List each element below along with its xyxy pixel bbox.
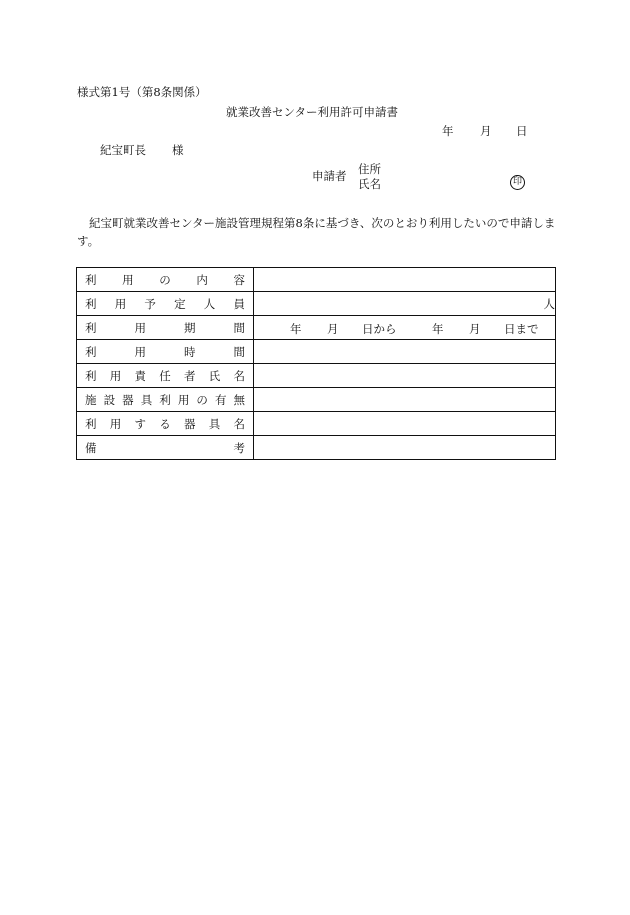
usage-table bbox=[76, 267, 556, 460]
row-label-char: 施 bbox=[85, 392, 97, 407]
row-label-char: 設 bbox=[103, 392, 116, 407]
form-number: 様式第1号（第8条関係） bbox=[77, 85, 207, 99]
row-label-char: 器 bbox=[122, 392, 134, 407]
row-label-remarks bbox=[77, 436, 254, 460]
row-label-char: 内 bbox=[196, 272, 208, 287]
row-label-char: 予 bbox=[144, 296, 156, 311]
row-value-planned-participants[interactable]: 人 bbox=[254, 292, 556, 316]
row-label-char: の bbox=[159, 272, 171, 287]
row-label-char: 容 bbox=[233, 272, 245, 287]
row-label-responsible-person bbox=[77, 364, 254, 388]
addressee-honorific: 様 bbox=[172, 143, 184, 157]
row-label-char: 者 bbox=[184, 368, 196, 383]
row-label-char: 用 bbox=[114, 296, 127, 311]
date-year-label: 年 bbox=[442, 124, 454, 138]
row-label-char: す bbox=[134, 416, 146, 431]
row-label-char: 具 bbox=[140, 392, 153, 407]
row-label-usage-period bbox=[77, 316, 254, 340]
row-label-char: 利 bbox=[159, 392, 171, 407]
row-label-planned-participants bbox=[77, 292, 254, 316]
row-label-char: 時 bbox=[184, 344, 196, 359]
applicant-label: 申請者 bbox=[312, 169, 347, 183]
table-row-responsible-person bbox=[77, 364, 556, 388]
address-label: 住所 bbox=[358, 162, 381, 176]
row-label-char: 人 bbox=[203, 296, 216, 311]
table-row-equipment-use bbox=[77, 388, 556, 412]
seal-mark: 印 bbox=[510, 175, 525, 190]
date-month-label: 月 bbox=[480, 124, 492, 138]
row-label-char: 利 bbox=[85, 272, 97, 287]
date-day-label: 日 bbox=[516, 124, 528, 138]
table-row-remarks bbox=[77, 436, 556, 460]
row-value-equipment-use[interactable] bbox=[254, 388, 556, 412]
period-from-day: 日から bbox=[362, 322, 397, 336]
row-label-char: 用 bbox=[177, 392, 190, 407]
table-row-usage-time bbox=[77, 340, 556, 364]
row-label-equipment-use bbox=[77, 388, 254, 412]
row-label-char: 用 bbox=[122, 272, 134, 287]
table-row-equipment-names bbox=[77, 412, 556, 436]
row-value-usage-period[interactable] bbox=[254, 316, 556, 340]
row-label-char: 任 bbox=[159, 368, 171, 383]
row-label-char: 定 bbox=[174, 296, 186, 311]
period-to-day: 日まで bbox=[504, 322, 539, 336]
body-text: 紀宝町就業改善センター施設管理規程第8条に基づき、次のとおり利用したいので申請します。 bbox=[77, 216, 556, 248]
row-value-remarks[interactable] bbox=[254, 436, 556, 460]
row-label-char: 有 bbox=[214, 392, 227, 407]
row-label-char: 用 bbox=[134, 320, 146, 335]
row-label-char: る bbox=[159, 416, 171, 431]
table-row-usage-content bbox=[77, 268, 556, 292]
row-label-char: 責 bbox=[134, 368, 146, 383]
name-label: 氏名 bbox=[358, 177, 381, 191]
row-label-char: 間 bbox=[233, 344, 245, 359]
row-label-char: 用 bbox=[134, 344, 146, 359]
period-from-month: 月 bbox=[327, 322, 339, 336]
row-label-char: 考 bbox=[233, 440, 245, 455]
row-label-char: 具 bbox=[208, 416, 221, 431]
addressee-name: 紀宝町長 bbox=[100, 143, 146, 157]
row-label-char: 名 bbox=[233, 416, 245, 431]
row-value-usage-content[interactable] bbox=[254, 268, 556, 292]
period-to-month: 月 bbox=[469, 322, 481, 336]
row-label-usage-content bbox=[77, 268, 254, 292]
row-label-char: 用 bbox=[109, 368, 122, 383]
row-value-equipment-names[interactable] bbox=[254, 412, 556, 436]
period-from-year: 年 bbox=[290, 322, 302, 336]
period-to-year: 年 bbox=[432, 322, 444, 336]
row-label-char: 名 bbox=[233, 368, 245, 383]
document-title: 就業改善センター利用許可申請書 bbox=[226, 105, 399, 119]
row-label-char: 利 bbox=[85, 320, 97, 335]
row-label-char: 間 bbox=[233, 320, 245, 335]
row-label-char: 用 bbox=[109, 416, 122, 431]
row-label-char: 期 bbox=[184, 320, 196, 335]
row-label-usage-time bbox=[77, 340, 254, 364]
row-label-char: 無 bbox=[233, 392, 245, 407]
row-value-responsible-person[interactable] bbox=[254, 364, 556, 388]
table-row-planned-participants bbox=[77, 292, 556, 316]
row-label-char: 氏 bbox=[208, 368, 221, 383]
row-label-char: 器 bbox=[184, 416, 196, 431]
table-row-usage-period bbox=[77, 316, 556, 340]
row-label-char: 利 bbox=[85, 368, 97, 383]
row-label-equipment-names bbox=[77, 412, 254, 436]
row-label-char: 利 bbox=[85, 296, 97, 311]
row-label-char: 員 bbox=[233, 296, 245, 311]
row-value-usage-time[interactable] bbox=[254, 340, 556, 364]
row-label-char: 備 bbox=[85, 440, 97, 455]
row-label-char: 利 bbox=[85, 344, 97, 359]
row-label-char: 利 bbox=[85, 416, 97, 431]
row-label-char: の bbox=[196, 392, 208, 407]
